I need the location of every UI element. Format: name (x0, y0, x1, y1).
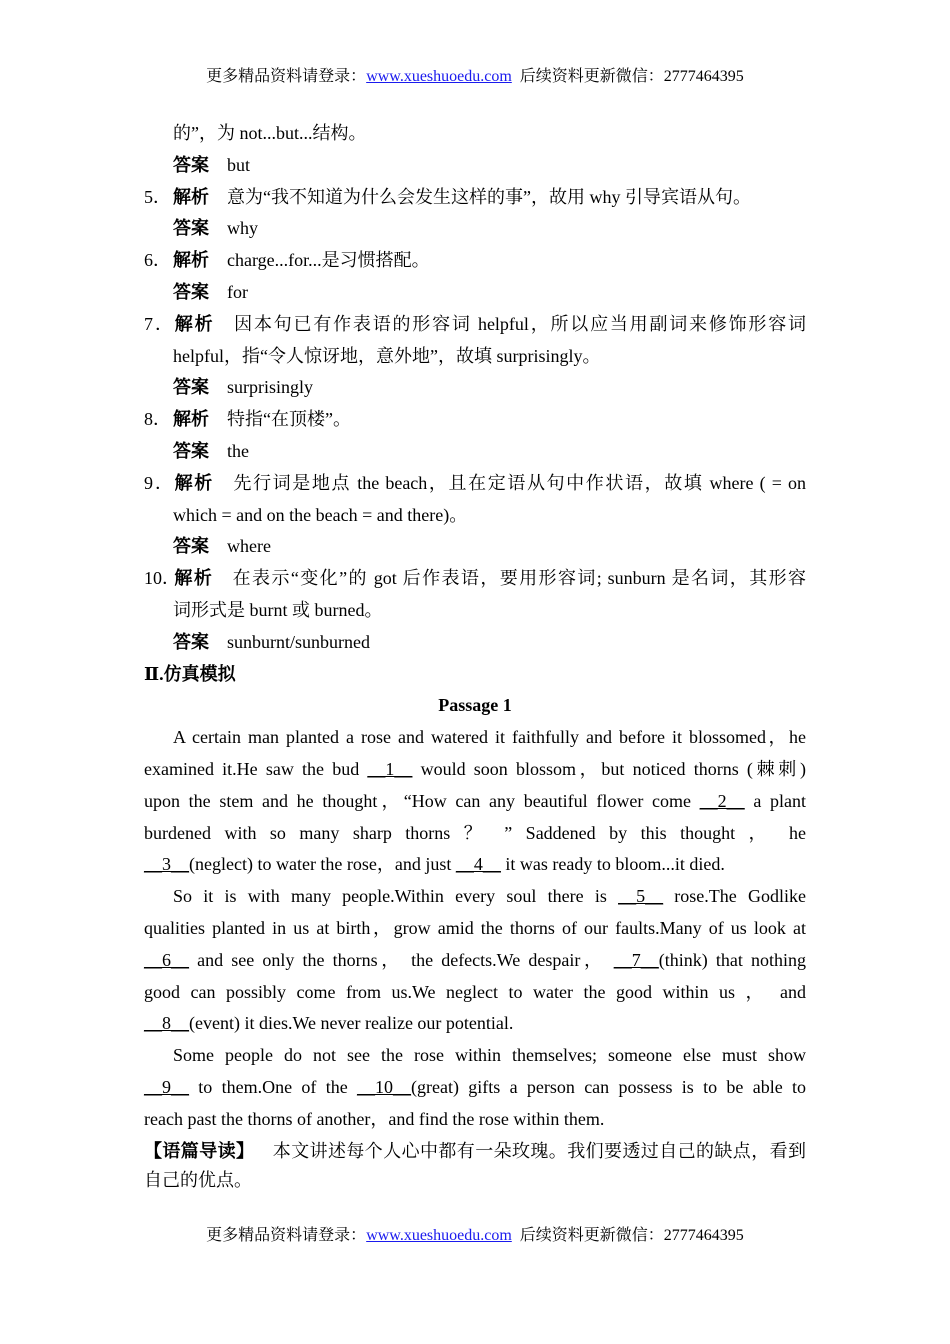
analysis-text: 在表示“变化”的 got 后作表语，要用形容词; sunburn 是名词，其形容 (231, 568, 807, 589)
answer-value: for (227, 281, 248, 302)
answer-value: sunburnt/sunburned (227, 631, 370, 652)
blank-1: __1__ (367, 758, 413, 779)
blank-4: __4__ (455, 854, 501, 875)
header-suffix: 后续资料更新微信：2777464395 (519, 68, 744, 85)
passage-text: would soon blossom，but noticed thorns (棘刺) (412, 758, 806, 779)
passage-text: (neglect) to water the rose，and just (189, 854, 456, 875)
passage-line (144, 786, 806, 818)
item-10-analysis (144, 563, 806, 595)
item-7-answer (144, 372, 806, 404)
item-4-continuation: 的”，为 not...but...结构。 (173, 123, 367, 143)
footer-suffix: 后续资料更新微信：2777464395 (519, 1227, 744, 1244)
item-9-analysis (144, 468, 806, 500)
item-number: 6． (144, 250, 171, 271)
item-7-analysis-cont: helpful，指“令人惊讶地，意外地”，故填 surprisingly。 (173, 345, 601, 366)
guide-label: 【语篇导读】 (144, 1140, 255, 1161)
blank-8: __8__ (144, 1013, 189, 1034)
blank-6: __6__ (144, 949, 189, 970)
document-body (144, 118, 806, 1194)
answer-value: surprisingly (227, 377, 314, 398)
passage-line: Some people do not see the rose within themselves; someone else must show (173, 1045, 806, 1066)
answer-value: but (227, 154, 251, 175)
answer-label: 答案 (173, 440, 209, 461)
item-9-analysis-cont: which = and on the beach = and there)。 (173, 504, 468, 525)
passage-line: burdened with so many sharp thorns ？ ” Saddened by this thought ， he (144, 822, 806, 843)
blank-10: __10__ (357, 1076, 412, 1097)
passage-line: reach past the thorns of another，and find the rose within them. (144, 1108, 605, 1129)
page-header (0, 67, 950, 87)
item-10-analysis-cont: 词形式是 burnt 或 burned。 (173, 599, 383, 620)
passage-text: (event) it dies.We never realize our potential. (189, 1013, 514, 1034)
item-8-answer (144, 436, 806, 468)
page-footer (0, 1226, 950, 1246)
passage-text: examined it.He saw the bud (144, 758, 368, 779)
analysis-text: 特指“在顶楼”。 (227, 409, 351, 430)
item-10-answer (144, 627, 806, 659)
item-number: 9． (144, 472, 173, 493)
answer-label: 答案 (173, 631, 209, 652)
passage-text: rose.The Godlike (663, 886, 806, 907)
analysis-label: 解析 (173, 250, 209, 271)
passage-line: qualities planted in us at birth，grow amid the thorns of our faults.Many of us look at (144, 917, 806, 938)
analysis-text: charge...for...是习惯搭配。 (227, 250, 430, 271)
answer-label: 答案 (173, 536, 209, 557)
passage-text: and see only the thorns， the defects.We despair， (189, 949, 614, 970)
passage-text: (think) that nothing (658, 949, 807, 970)
item-9-answer (144, 531, 806, 563)
footer-prefix: 更多精品资料请登录： (206, 1227, 367, 1244)
item-7-analysis (144, 309, 806, 341)
analysis-text: 因本句已有作表语的形容词 helpful，所以应当用副词来修饰形容词 (232, 313, 807, 334)
passage-text: upon the stem and he thought，“How can any beautiful flower come (144, 790, 700, 811)
passage-text: (great) gifts a person can possess is to be able to (411, 1076, 807, 1097)
blank-7: __7__ (613, 949, 659, 970)
answer-label: 答案 (173, 281, 209, 302)
header-prefix: 更多精品资料请登录： (206, 68, 367, 85)
analysis-label: 解析 (173, 186, 209, 207)
passage-line (144, 849, 806, 881)
analysis-label: 解析 (173, 409, 209, 430)
answer-label: 答案 (173, 377, 209, 398)
item-5-answer (144, 213, 806, 245)
footer-link[interactable]: www.xueshuoedu.com (366, 1227, 512, 1244)
passage-line (144, 945, 806, 977)
passage-line (144, 881, 806, 913)
blank-5: __5__ (618, 886, 664, 907)
reading-guide (144, 1136, 806, 1165)
answer-label: 答案 (173, 218, 209, 239)
passage-line (144, 1072, 806, 1104)
passage-line (144, 1008, 806, 1040)
item-6-answer (144, 277, 806, 309)
item-number: 8． (144, 409, 171, 430)
passage-line: good can possibly come from us.We neglect to water the good within us ， and (144, 981, 806, 1002)
passage-text: it was ready to bloom...it died. (500, 854, 725, 875)
guide-text: 本文讲述每个人心中都有一朵玫瑰。我们要透过自己的缺点，看到 (272, 1140, 807, 1161)
item-number: 7． (144, 313, 173, 334)
blank-9: __9__ (144, 1076, 189, 1097)
section-heading: Ⅱ.仿真模拟 (144, 663, 236, 684)
item-number: 10． (144, 568, 180, 589)
answer-value: why (227, 218, 258, 239)
analysis-text: 先行词是地点 the beach，且在定语从句中作状语，故填 where ( = on (231, 472, 807, 493)
answer-value: where (227, 536, 271, 557)
blank-2: __2__ (699, 790, 745, 811)
answer-value: the (227, 440, 249, 461)
header-link[interactable]: www.xueshuoedu.com (366, 68, 512, 85)
reading-guide-cont: 自己的优点。 (144, 1169, 252, 1190)
analysis-text: 意为“我不知道为什么会发生这样的事”，故用 why 引导宾语从句。 (227, 186, 751, 207)
answer-label: 答案 (173, 154, 209, 175)
passage-title: Passage 1 (438, 695, 512, 716)
item-number: 5． (144, 186, 171, 207)
analysis-label: 解析 (173, 472, 214, 493)
passage-text: a plant (744, 790, 807, 811)
analysis-label: 解析 (173, 568, 214, 589)
passage-text: So it is with many people.Within every soul there is (173, 886, 619, 907)
passage-line (144, 754, 806, 786)
blank-3: __3__ (144, 854, 189, 875)
item-8-analysis (144, 404, 806, 436)
item-6-analysis (144, 245, 806, 277)
analysis-label: 解析 (173, 313, 215, 334)
passage-text: to them.One of the (189, 1076, 358, 1097)
passage-line: A certain man planted a rose and watered it faithfully and before it blossomed，he (173, 727, 806, 748)
item-4-answer (144, 150, 806, 182)
item-5-analysis (144, 182, 806, 214)
